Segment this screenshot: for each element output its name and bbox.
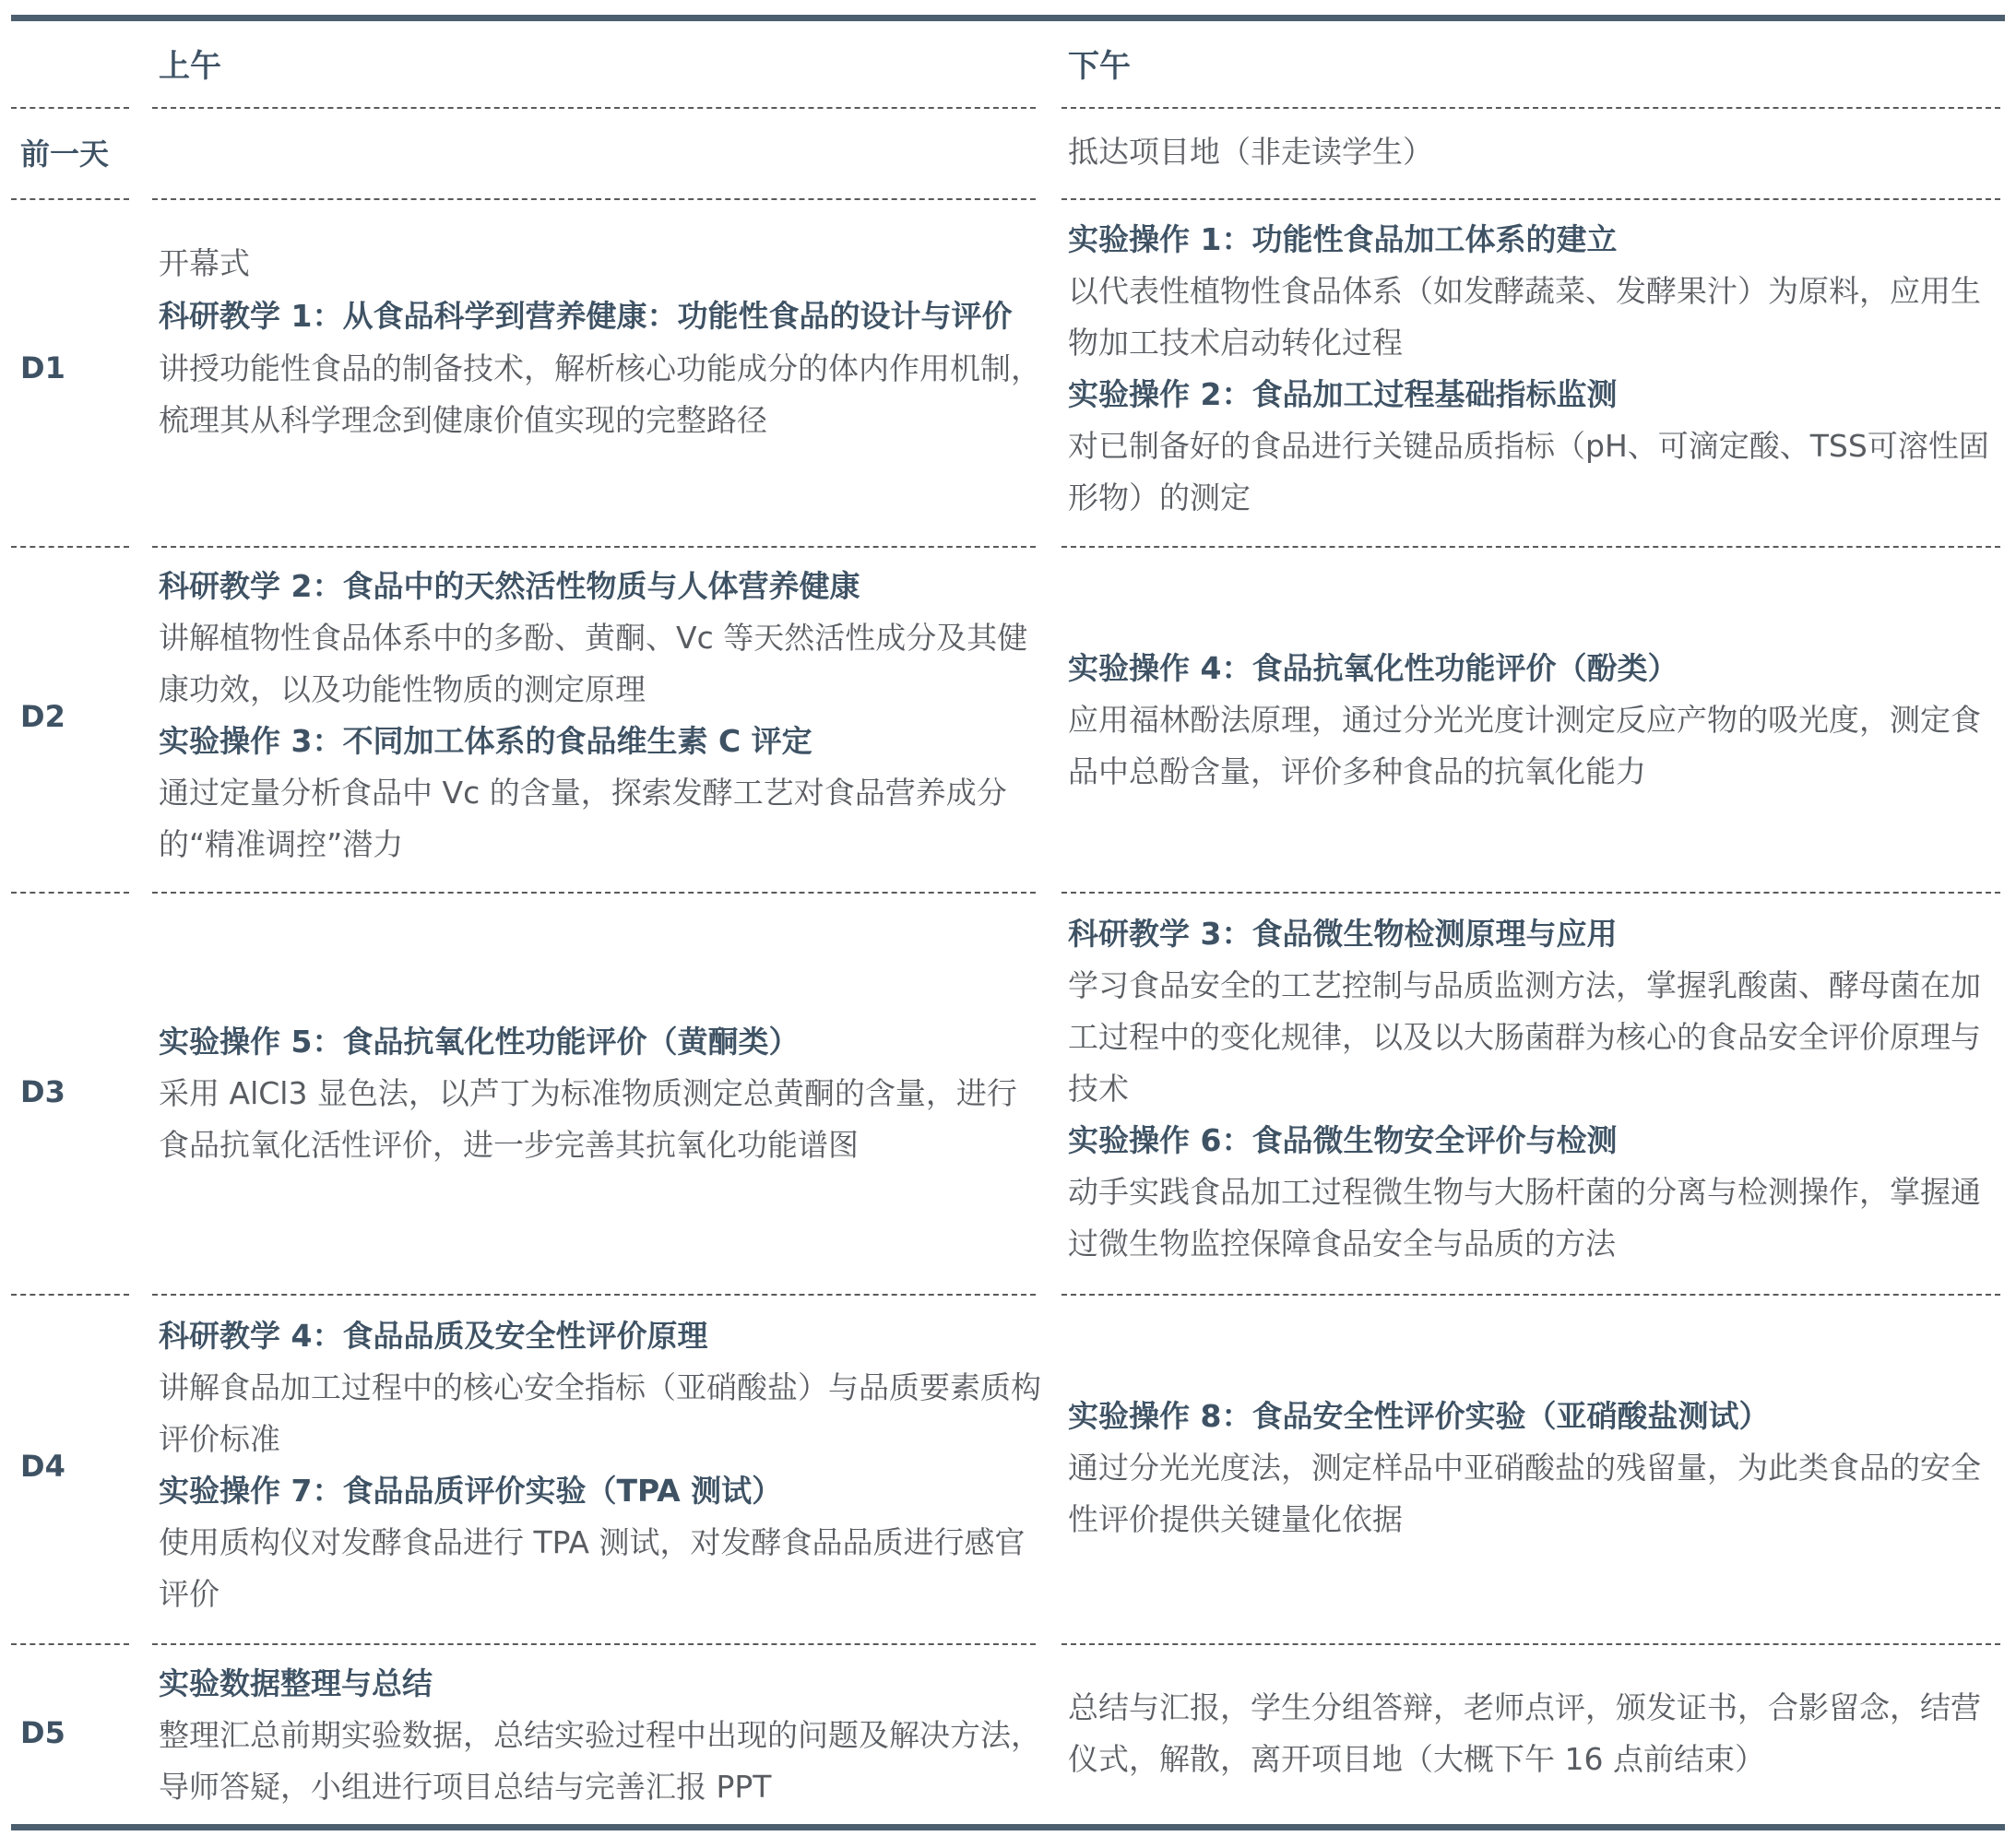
divider xyxy=(152,107,1036,109)
divider xyxy=(11,546,129,548)
divider xyxy=(152,1643,1036,1645)
activity-text: 抵达项目地（非走读学生） xyxy=(1068,134,1433,170)
activity-text: 讲授功能性食品的制备技术，解析核心功能成分的体内作用机制，梳理其从科学理念到健康价值实现的完整路径 xyxy=(159,350,1041,438)
table-top-rule xyxy=(11,15,2005,21)
morning-cell xyxy=(159,1658,1044,1813)
activity-text: 总结与汇报，学生分组答辩，老师点评，颁发证书，合影留念，结营仪式，解散，离开项目地（大概下午 16 点前结束） xyxy=(1068,1689,1981,1777)
afternoon-cell xyxy=(1068,1391,1990,1546)
activity-text: 采用 AlCl3 显色法，以芦丁为标准物质测定总黄酮的含量，进行食品抗氧化活性评价，进一步完善其抗氧化功能谱图 xyxy=(159,1075,1017,1163)
activity-title: 实验数据整理与总结 xyxy=(159,1665,433,1701)
divider xyxy=(1061,1643,2000,1645)
afternoon-cell xyxy=(1068,908,1990,1270)
activity-text: 学习食品安全的工艺控制与品质监测方法，掌握乳酸菌、酵母菌在加工过程中的变化规律，以及以大肠菌群为核心的食品安全评价原理与技术 xyxy=(1068,967,1981,1107)
morning-cell xyxy=(159,1310,1044,1620)
activity-text: 以代表性植物性食品体系（如发酵蔬菜、发酵果汁）为原料，应用生物加工技术启动转化过程 xyxy=(1068,273,1981,361)
activity-text: 动手实践食品加工过程微生物与大肠杆菌的分离与检测操作，掌握通过微生物监控保障食品安全与品质的方法 xyxy=(1068,1174,1981,1262)
activity-title: 科研教学 1：从食品科学到营养健康：功能性食品的设计与评价 xyxy=(159,298,1013,334)
activity-text: 对已制备好的食品进行关键品质指标（pH、可滴定酸、TSS可溶性固形物）的测定 xyxy=(1068,428,1989,515)
divider xyxy=(152,546,1036,548)
activity-text: 应用福林酚法原理，通过分光光度计测定反应产物的吸光度，测定食品中总酚含量，评价多种食品的抗氧化能力 xyxy=(1068,702,1981,789)
activity-title: 实验操作 1：功能性食品加工体系的建立 xyxy=(1068,221,1618,257)
divider xyxy=(152,198,1036,200)
divider xyxy=(11,107,129,109)
divider xyxy=(11,198,129,200)
divider xyxy=(1061,107,2000,109)
day-label: D1 xyxy=(20,350,65,385)
activity-title: 实验操作 7：食品品质评价实验（TPA 测试） xyxy=(159,1473,783,1509)
activity-title: 科研教学 2：食品中的天然活性物质与人体营养健康 xyxy=(159,568,860,604)
divider xyxy=(152,1294,1036,1296)
activity-title: 科研教学 4：食品品质及安全性评价原理 xyxy=(159,1318,708,1354)
day-label: D5 xyxy=(20,1715,65,1750)
activity-text: 整理汇总前期实验数据，总结实验过程中出现的问题及解决方法，导师答疑，小组进行项目总结与完善汇报 PPT xyxy=(159,1717,1041,1805)
day-label: D3 xyxy=(20,1074,65,1109)
activity-title: 实验操作 5：食品抗氧化性功能评价（黄酮类） xyxy=(159,1024,800,1060)
divider xyxy=(1061,198,2000,200)
afternoon-cell xyxy=(1068,126,1990,178)
table-bottom-rule xyxy=(11,1824,2005,1830)
activity-text: 讲解食品加工过程中的核心安全指标（亚硝酸盐）与品质要素质构评价标准 xyxy=(159,1369,1041,1457)
activity-text: 通过分光光度法，测定样品中亚硝酸盐的残留量，为此类食品的安全性评价提供关键量化依据 xyxy=(1068,1450,1981,1537)
activity-text: 讲解植物性食品体系中的多酚、黄酮、Vc 等天然活性成分及其健康功效，以及功能性物质的测定原理 xyxy=(159,620,1028,707)
morning-cell xyxy=(159,1016,1044,1171)
day-label: 前一天 xyxy=(20,136,110,172)
afternoon-cell xyxy=(1068,214,1990,524)
day-label: D2 xyxy=(20,699,65,734)
afternoon-cell xyxy=(1068,643,1990,798)
activity-title: 实验操作 4：食品抗氧化性功能评价（酚类） xyxy=(1068,650,1678,686)
morning-cell xyxy=(159,561,1044,871)
divider xyxy=(152,892,1036,894)
activity-title: 实验操作 2：食品加工过程基础指标监测 xyxy=(1068,376,1618,412)
divider xyxy=(1061,892,2000,894)
divider xyxy=(11,1294,129,1296)
activity-title: 实验操作 8：食品安全性评价实验（亚硝酸盐测试） xyxy=(1068,1398,1770,1434)
divider xyxy=(1061,1294,2000,1296)
activity-text: 使用质构仪对发酵食品进行 TPA 测试，对发酵食品品质进行感官评价 xyxy=(159,1524,1026,1612)
afternoon-cell xyxy=(1068,1682,1990,1785)
header-afternoon: 下午 xyxy=(1068,48,1131,85)
day-label: D4 xyxy=(20,1449,65,1484)
divider xyxy=(1061,546,2000,548)
divider xyxy=(11,1643,129,1645)
activity-text: 通过定量分析食品中 Vc 的含量，探索发酵工艺对食品营养成分的“精准调控”潜力 xyxy=(159,775,1007,862)
activity-title: 实验操作 3：不同加工体系的食品维生素 C 评定 xyxy=(159,723,812,759)
activity-title: 实验操作 6：食品微生物安全评价与检测 xyxy=(1068,1122,1618,1158)
activity-title: 科研教学 3：食品微生物检测原理与应用 xyxy=(1068,916,1618,952)
header-morning: 上午 xyxy=(159,48,221,85)
divider xyxy=(11,892,129,894)
morning-cell xyxy=(159,238,1044,446)
activity-text: 开幕式 xyxy=(159,245,250,281)
